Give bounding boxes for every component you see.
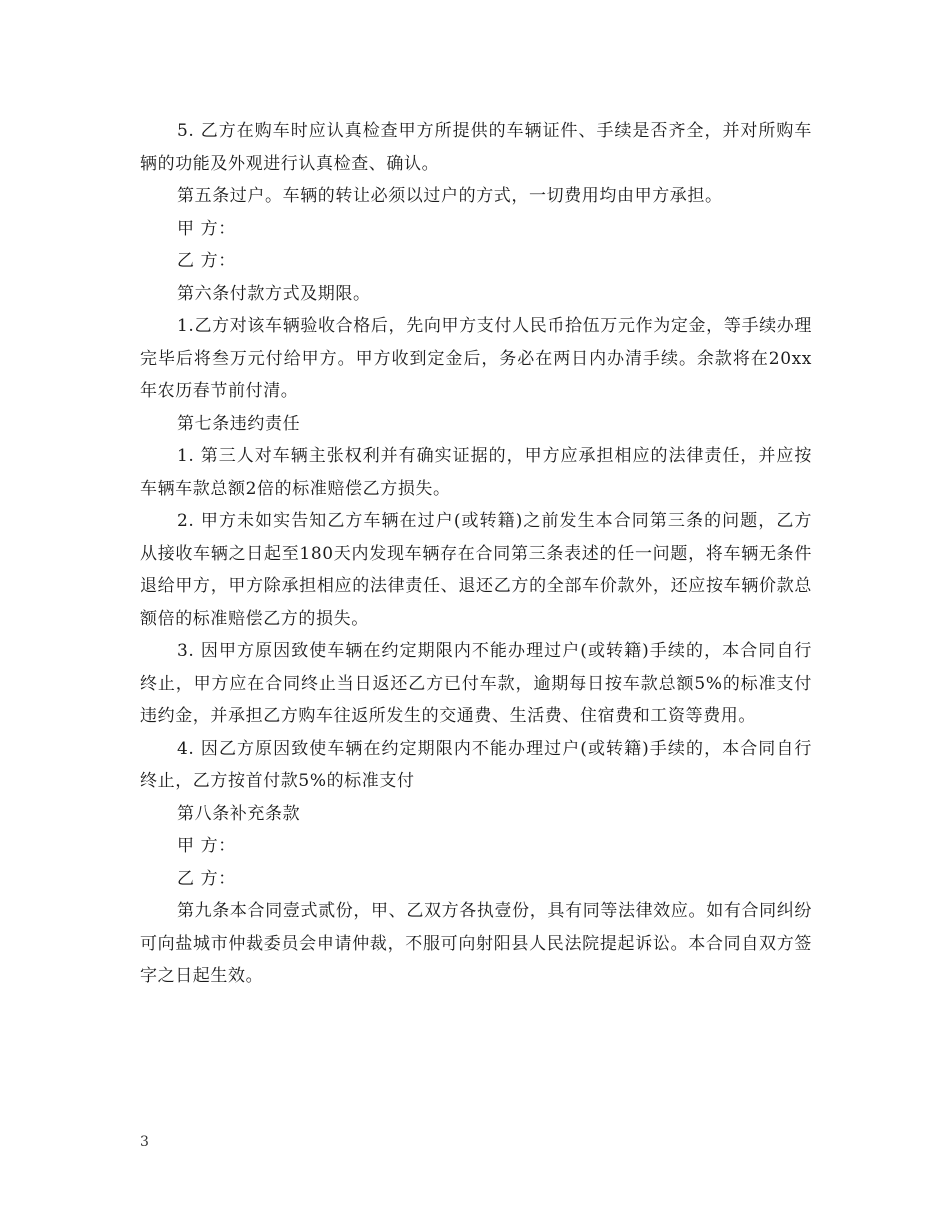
page-number: 3 [140, 1134, 149, 1150]
article-7-item-3: 3. 因甲方原因致使车辆在约定期限内不能办理过户(或转籍)手续的，本合同自行终止，甲方应在合同终止当日返还乙方已付车款，逾期每日按车款总额5%的标准支付违约金，并承担乙方购车往返所发生的交通费、生活费、住宿费和工资等费用。 [140, 641, 812, 726]
party-b-signature-line: 乙 方： [177, 251, 236, 271]
article-6-heading: 第六条付款方式及期限。 [177, 283, 371, 304]
article-5-transfer: 第五条过户。车辆的转让必须以过户的方式，一切费用均由甲方承担。 [177, 186, 723, 206]
article-6-item-1: 1.乙方对该车辆验收合格后，先向甲方支付人民币拾伍万元作为定金，等手续办理完毕后将叁万元付给甲方。甲方收到定金后，务必在两日内办清手续。余款将在20xx年农历春节前付清。 [140, 316, 812, 401]
article-9-paragraph: 第九条本合同壹式贰份，甲、乙双方各执壹份，具有同等法律效应。如有合同纠纷可向盐城市仲裁委员会申请仲裁，不服可向射阳县人民法院提起诉讼。本合同自双方签字之日起生效。 [140, 901, 812, 986]
party-b-signature-line: 乙 方： [177, 868, 236, 889]
party-a-signature-line: 甲 方： [177, 218, 236, 239]
article-7-heading: 第七条违约责任 [177, 413, 301, 434]
party-a-signature-line: 甲 方： [177, 836, 236, 856]
document-body [140, 115, 812, 993]
article-8-heading: 第八条补充条款 [177, 803, 301, 824]
article-7-item-4: 4. 因乙方原因致使车辆在约定期限内不能办理过户(或转籍)手续的，本合同自行终止，乙方按首付款5%的标准支付 [140, 738, 812, 791]
article-7-item-2: 2. 甲方未如实告知乙方车辆在过户(或转籍)之前发生本合同第三条的问题，乙方从接收车辆之日起至180天内发现车辆存在合同第三条表述的任一问题，将车辆无条件退给甲方，甲方除承担相应的法律责任、退还乙方的全部车价款外，还应按车辆价款总额倍的标准赔偿乙方的损失。 [140, 511, 812, 629]
paragraph-item-5-inspection: 5. 乙方在购车时应认真检查甲方所提供的车辆证件、手续是否齐全，并对所购车辆的功能及外观进行认真检查、确认。 [140, 121, 812, 174]
article-7-item-1: 1. 第三人对车辆主张权利并有确实证据的，甲方应承担相应的法律责任，并应按车辆车款总额2倍的标准赔偿乙方损失。 [140, 446, 812, 499]
